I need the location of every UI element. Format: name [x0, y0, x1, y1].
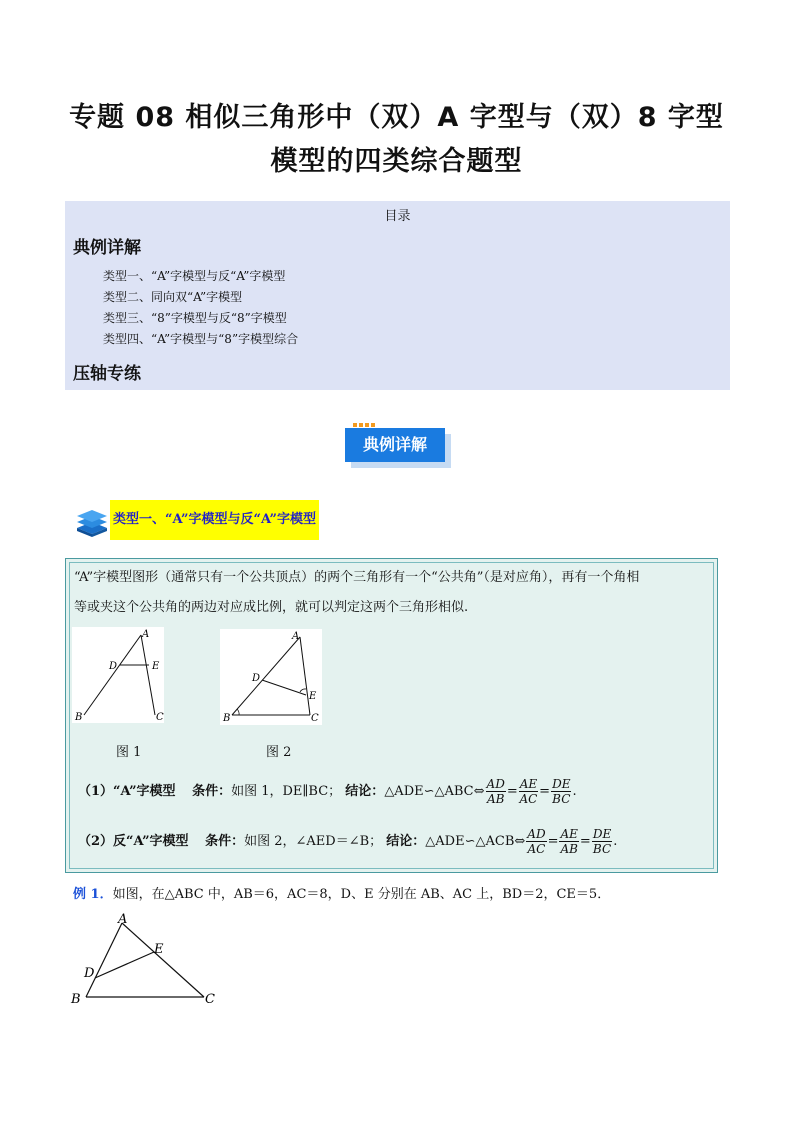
banner-decoration — [353, 423, 375, 427]
toc-item-2[interactable]: 类型二、同向双“A”字模型 — [103, 290, 243, 304]
toc-section-examples[interactable]: 典例详解 — [73, 238, 141, 258]
ex-label-b: B — [71, 992, 81, 1007]
table-of-contents — [65, 201, 730, 390]
rule2-frac-3: $\frac{DE}{BC}$ — [592, 827, 612, 856]
fig1-label-c: C — [156, 712, 164, 723]
books-icon — [75, 500, 109, 540]
page-title — [0, 96, 793, 184]
rule2-cond-label: 条件： — [205, 834, 245, 849]
model-description-line-1: “A”字模型图形（通常只有一个公共顶点）的两个三角形有一个“公共角”（是对应角），再有一个角相 — [74, 570, 640, 585]
rule2-frac-1: $\frac{AD}{AC}$ — [527, 827, 546, 856]
section-banner: 典例详解 — [345, 428, 445, 462]
figure-1 — [72, 627, 164, 723]
rule1-frac-1: $\frac{AD}{AB}$ — [486, 777, 505, 806]
rule1-cond-label: 条件： — [192, 784, 232, 799]
rule1-conclusion: △ADE∽△ABC⇔ — [384, 784, 485, 799]
ex-label-d: D — [84, 966, 95, 981]
rule-reverse-a-model: （2）反“A”字模型 条件：如图 2，∠AED＝∠B； 结论：△ADE∽△ACB⇔ $\frac{AD}{AC}$ = $\frac{AE}{AB}$ = $\frac{DE}{BC}$ . — [78, 827, 618, 856]
fig2-label-b: B — [223, 713, 231, 724]
fig2-label-d: D — [252, 673, 261, 684]
rule2-conclusion: △ADE∽△ACB⇔ — [425, 834, 526, 849]
fig2-label-c: C — [311, 713, 319, 724]
rule1-frac-2: $\frac{AE}{AC}$ — [519, 777, 538, 806]
rule2-concl-label: 结论： — [386, 834, 426, 849]
rule-a-model: （1）“A”字模型 条件：如图 1，DE∥BC； 结论：△ADE∽△ABC⇔ $\frac{AD}{AB}$ = $\frac{AE}{AC}$ = $\frac{DE}{BC}$ . — [78, 777, 577, 806]
fig1-label-a: A — [142, 629, 150, 640]
ex-label-c: C — [205, 992, 215, 1007]
type-one-label: 类型一、“A”字模型与反“A”字模型 — [110, 500, 319, 540]
figure-1-caption: 图 1 — [116, 745, 142, 760]
example-label: 例 1． — [73, 887, 113, 902]
rule2-frac-2: $\frac{AE}{AB}$ — [560, 827, 578, 856]
title-line-2: 模型的四类综合题型 — [270, 146, 523, 177]
fig1-label-e: E — [152, 661, 160, 672]
fig2-label-a: A — [292, 631, 300, 642]
rule1-concl-label: 结论： — [345, 784, 385, 799]
toc-heading: 目录 — [384, 209, 411, 224]
toc-section-practice[interactable]: 压轴专练 — [73, 364, 141, 384]
ex-label-e: E — [154, 942, 164, 957]
toc-item-4[interactable]: 类型四、“A”字模型与“8”字模型综合 — [103, 332, 299, 346]
rule1-frac-3: $\frac{DE}{BC}$ — [552, 777, 571, 806]
fig1-label-d: D — [109, 661, 118, 672]
model-explanation-box — [65, 558, 718, 873]
toc-item-3[interactable]: 类型三、“8”字模型与反“8”字模型 — [103, 311, 287, 325]
toc-item-1[interactable]: 类型一、“A”字模型与反“A”字模型 — [103, 269, 286, 283]
rule1-condition: 如图 1，DE∥BC； — [231, 784, 342, 799]
rule2-name: （2）反“A”字模型 — [78, 834, 189, 849]
example-text: 如图，在△ABC 中，AB＝6，AC＝8，D、E 分别在 AB、AC 上，BD＝2，CE＝5． — [112, 887, 611, 902]
figure-2-caption: 图 2 — [266, 745, 292, 760]
fig1-label-b: B — [75, 712, 83, 723]
fig2-label-e: E — [309, 691, 317, 702]
rule1-name: （1）“A”字模型 — [78, 784, 176, 799]
model-description-line-2: 等或夹这个公共角的两边对应成比例，就可以判定这两个三角形相似. — [74, 600, 469, 615]
title-line-1: 专题 08 相似三角形中（双）A 字型与（双）8 字型 — [69, 102, 724, 133]
ex-label-a: A — [118, 912, 128, 927]
rule2-condition: 如图 2，∠AED＝∠B； — [244, 834, 383, 849]
example-1 — [73, 883, 610, 902]
example-figure — [68, 910, 223, 1010]
figure-2 — [220, 629, 322, 725]
